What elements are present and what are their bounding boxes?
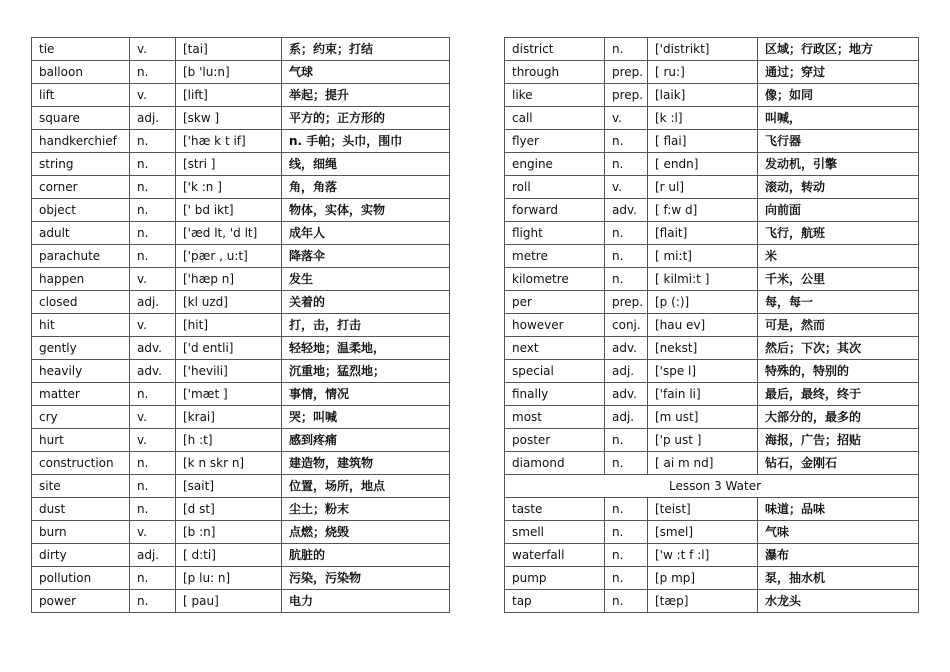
- vocab-row: [32, 590, 450, 613]
- vocab-row: [505, 130, 919, 153]
- meaning-cell: 区域；行政区；地方: [758, 38, 919, 61]
- meaning-cell: 平方的；正方形的: [282, 107, 450, 130]
- word-cell: flight: [505, 222, 605, 245]
- lesson-heading-row: [505, 475, 919, 498]
- meaning-cell: 飞行器: [758, 130, 919, 153]
- pos-cell: n.: [605, 521, 648, 544]
- meaning-cell: 事情，情况: [282, 383, 450, 406]
- meaning-cell: 每，每一: [758, 291, 919, 314]
- phonetic-cell: [r ul]: [648, 176, 758, 199]
- meaning-cell: 叫喊，: [758, 107, 919, 130]
- phonetic-cell: ['spe l]: [648, 360, 758, 383]
- word-cell: most: [505, 406, 605, 429]
- vocab-row: [505, 107, 919, 130]
- phonetic-cell: [teist]: [648, 498, 758, 521]
- pos-cell: n.: [605, 544, 648, 567]
- word-cell: construction: [32, 452, 130, 475]
- pos-cell: n.: [605, 38, 648, 61]
- word-cell: balloon: [32, 61, 130, 84]
- vocab-row: [505, 199, 919, 222]
- word-cell: hit: [32, 314, 130, 337]
- pos-cell: n.: [605, 222, 648, 245]
- meaning-cell: 滚动，转动: [758, 176, 919, 199]
- phonetic-cell: [p lu: n]: [176, 567, 282, 590]
- word-cell: lift: [32, 84, 130, 107]
- vocab-row: [505, 38, 919, 61]
- pos-cell: n.: [130, 590, 176, 613]
- word-cell: pump: [505, 567, 605, 590]
- meaning-cell: 发生: [282, 268, 450, 291]
- phonetic-cell: [laik]: [648, 84, 758, 107]
- meaning-cell: 哭；叫喊: [282, 406, 450, 429]
- phonetic-cell: [h :t]: [176, 429, 282, 452]
- word-cell: square: [32, 107, 130, 130]
- vocab-row: [505, 429, 919, 452]
- meaning-cell: 像；如同: [758, 84, 919, 107]
- vocab-row: [505, 291, 919, 314]
- pos-cell: n.: [130, 383, 176, 406]
- pos-cell: n.: [605, 130, 648, 153]
- vocab-row: [32, 544, 450, 567]
- pos-cell: v.: [130, 38, 176, 61]
- vocab-row: [32, 383, 450, 406]
- pos-cell: n.: [605, 268, 648, 291]
- phonetic-cell: [ f:w d]: [648, 199, 758, 222]
- pos-cell: n.: [130, 153, 176, 176]
- word-cell: object: [32, 199, 130, 222]
- meaning-cell: 千米，公里: [758, 268, 919, 291]
- vocab-row: [505, 590, 919, 613]
- meaning-cell: 钻石，金刚石: [758, 452, 919, 475]
- phonetic-cell: [stri ]: [176, 153, 282, 176]
- word-cell: handkerchief: [32, 130, 130, 153]
- vocabulary-table-left: [31, 37, 450, 613]
- phonetic-cell: [ pau]: [176, 590, 282, 613]
- pos-cell: adj.: [605, 406, 648, 429]
- word-cell: smell: [505, 521, 605, 544]
- pos-cell: v.: [130, 429, 176, 452]
- vocab-row: [505, 360, 919, 383]
- meaning-cell: 米: [758, 245, 919, 268]
- pos-cell: n.: [605, 567, 648, 590]
- phonetic-cell: [smel]: [648, 521, 758, 544]
- vocab-row: [32, 199, 450, 222]
- meaning-cell: 电力: [282, 590, 450, 613]
- word-cell: tap: [505, 590, 605, 613]
- word-cell: waterfall: [505, 544, 605, 567]
- vocab-row: [32, 153, 450, 176]
- vocab-row: [32, 107, 450, 130]
- pos-cell: adj.: [130, 107, 176, 130]
- meaning-cell: 发动机，引擎: [758, 153, 919, 176]
- phonetic-cell: [skw ]: [176, 107, 282, 130]
- meaning-cell: 最后，最终，终于: [758, 383, 919, 406]
- meaning-cell: 物体，实体，实物: [282, 199, 450, 222]
- phonetic-cell: [ d:ti]: [176, 544, 282, 567]
- meaning-cell: 肮脏的: [282, 544, 450, 567]
- word-cell: through: [505, 61, 605, 84]
- phonetic-cell: ['k :n ]: [176, 176, 282, 199]
- word-cell: per: [505, 291, 605, 314]
- word-cell: diamond: [505, 452, 605, 475]
- phonetic-cell: ['w :t f :l]: [648, 544, 758, 567]
- phonetic-cell: ['hevili]: [176, 360, 282, 383]
- vocab-row: [505, 268, 919, 291]
- vocab-row: [32, 521, 450, 544]
- meaning-cell: 位置，场所，地点: [282, 475, 450, 498]
- vocab-row: [505, 176, 919, 199]
- vocab-row: [32, 291, 450, 314]
- word-cell: burn: [32, 521, 130, 544]
- phonetic-cell: [ ru:]: [648, 61, 758, 84]
- phonetic-cell: [ kilmi:t ]: [648, 268, 758, 291]
- meaning-cell: 泵，抽水机: [758, 567, 919, 590]
- meaning-cell: 打，击，打击: [282, 314, 450, 337]
- phonetic-cell: [sait]: [176, 475, 282, 498]
- phonetic-cell: ['æd lt, 'd lt]: [176, 222, 282, 245]
- word-cell: hurt: [32, 429, 130, 452]
- pos-cell: n.: [130, 222, 176, 245]
- phonetic-cell: ['pær , u:t]: [176, 245, 282, 268]
- pos-cell: n.: [130, 567, 176, 590]
- vocab-row: [505, 544, 919, 567]
- word-cell: heavily: [32, 360, 130, 383]
- pos-cell: adj.: [130, 544, 176, 567]
- phonetic-cell: ['d entli]: [176, 337, 282, 360]
- pos-cell: adv.: [130, 337, 176, 360]
- meaning-cell: 降落伞: [282, 245, 450, 268]
- vocab-row: [505, 245, 919, 268]
- word-cell: cry: [32, 406, 130, 429]
- meaning-cell: 然后；下次；其次: [758, 337, 919, 360]
- vocab-row: [32, 475, 450, 498]
- word-cell: however: [505, 314, 605, 337]
- word-cell: closed: [32, 291, 130, 314]
- pos-cell: n.: [605, 452, 648, 475]
- meaning-cell: 海报，广告；招贴: [758, 429, 919, 452]
- meaning-cell: 大部分的，最多的: [758, 406, 919, 429]
- vocab-row: [32, 360, 450, 383]
- vocab-row: [505, 498, 919, 521]
- word-cell: taste: [505, 498, 605, 521]
- meaning-cell: 瀑布: [758, 544, 919, 567]
- meaning-cell: 飞行，航班: [758, 222, 919, 245]
- meaning-cell: 气球: [282, 61, 450, 84]
- word-cell: gently: [32, 337, 130, 360]
- meaning-cell: 建造物，建筑物: [282, 452, 450, 475]
- vocab-row: [32, 61, 450, 84]
- vocab-row: [32, 429, 450, 452]
- pos-cell: prep.: [605, 84, 648, 107]
- meaning-cell: 关着的: [282, 291, 450, 314]
- word-cell: matter: [32, 383, 130, 406]
- pos-cell: adj.: [130, 291, 176, 314]
- meaning-cell: 水龙头: [758, 590, 919, 613]
- word-cell: adult: [32, 222, 130, 245]
- vocab-row: [32, 567, 450, 590]
- meaning-cell: 尘土；粉末: [282, 498, 450, 521]
- meaning-cell: 向前面: [758, 199, 919, 222]
- pos-cell: prep.: [605, 61, 648, 84]
- phonetic-cell: [tæp]: [648, 590, 758, 613]
- word-cell: corner: [32, 176, 130, 199]
- vocab-row: [505, 567, 919, 590]
- phonetic-cell: [hau ev]: [648, 314, 758, 337]
- meaning-cell: 感到疼痛: [282, 429, 450, 452]
- pos-cell: adv.: [605, 337, 648, 360]
- pos-cell: n.: [605, 498, 648, 521]
- vocab-row: [32, 314, 450, 337]
- phonetic-cell: [ mi:t]: [648, 245, 758, 268]
- vocab-row: [32, 84, 450, 107]
- phonetic-cell: [hit]: [176, 314, 282, 337]
- pos-cell: adv.: [605, 383, 648, 406]
- meaning-cell: 成年人: [282, 222, 450, 245]
- phonetic-cell: ['fain li]: [648, 383, 758, 406]
- meaning-cell: 举起；提升: [282, 84, 450, 107]
- phonetic-cell: [flait]: [648, 222, 758, 245]
- word-cell: dirty: [32, 544, 130, 567]
- meaning-cell: n. 手帕；头巾，围巾: [282, 130, 450, 153]
- phonetic-cell: [kl uzd]: [176, 291, 282, 314]
- phonetic-cell: [tai]: [176, 38, 282, 61]
- vocab-row: [32, 452, 450, 475]
- meaning-cell: 系；约束；打结: [282, 38, 450, 61]
- phonetic-cell: ['distrikt]: [648, 38, 758, 61]
- meaning-cell: 味道；品味: [758, 498, 919, 521]
- word-cell: call: [505, 107, 605, 130]
- phonetic-cell: [b 'lu:n]: [176, 61, 282, 84]
- word-cell: kilometre: [505, 268, 605, 291]
- phonetic-cell: ['hæ k t if]: [176, 130, 282, 153]
- phonetic-cell: ['hæp n]: [176, 268, 282, 291]
- meaning-cell: 轻轻地；温柔地，: [282, 337, 450, 360]
- vocab-row: [505, 521, 919, 544]
- word-cell: like: [505, 84, 605, 107]
- pos-cell: n.: [605, 245, 648, 268]
- word-cell: happen: [32, 268, 130, 291]
- pos-cell: n.: [130, 498, 176, 521]
- vocab-row: [32, 498, 450, 521]
- phonetic-cell: [m ust]: [648, 406, 758, 429]
- phonetic-cell: [lift]: [176, 84, 282, 107]
- phonetic-cell: ['p ust ]: [648, 429, 758, 452]
- word-cell: engine: [505, 153, 605, 176]
- phonetic-cell: [d st]: [176, 498, 282, 521]
- meaning-cell: 通过；穿过: [758, 61, 919, 84]
- pos-cell: n.: [130, 245, 176, 268]
- word-cell: next: [505, 337, 605, 360]
- phonetic-cell: [ ai m nd]: [648, 452, 758, 475]
- vocab-row: [505, 337, 919, 360]
- word-cell: tie: [32, 38, 130, 61]
- phonetic-cell: [krai]: [176, 406, 282, 429]
- word-cell: finally: [505, 383, 605, 406]
- pos-cell: v.: [605, 107, 648, 130]
- meaning-cell: 角，角落: [282, 176, 450, 199]
- pos-cell: v.: [130, 268, 176, 291]
- meaning-cell: 可是，然而: [758, 314, 919, 337]
- pos-cell: n.: [605, 153, 648, 176]
- word-cell: flyer: [505, 130, 605, 153]
- phonetic-cell: [b :n]: [176, 521, 282, 544]
- word-cell: parachute: [32, 245, 130, 268]
- vocab-row: [505, 314, 919, 337]
- pos-cell: n.: [130, 61, 176, 84]
- phonetic-cell: [k :l]: [648, 107, 758, 130]
- pos-cell: adj.: [605, 360, 648, 383]
- vocab-row: [505, 153, 919, 176]
- pos-cell: adv.: [605, 199, 648, 222]
- meaning-cell: 沉重地；猛烈地；: [282, 360, 450, 383]
- phonetic-cell: [ flai]: [648, 130, 758, 153]
- vocabulary-table-right: [504, 37, 919, 613]
- phonetic-cell: ['mæt ]: [176, 383, 282, 406]
- word-cell: roll: [505, 176, 605, 199]
- pos-cell: n.: [130, 452, 176, 475]
- pos-cell: v.: [130, 406, 176, 429]
- pos-cell: v.: [130, 84, 176, 107]
- vocab-row: [505, 383, 919, 406]
- word-cell: site: [32, 475, 130, 498]
- vocab-row: [505, 406, 919, 429]
- phonetic-cell: [' bd ikt]: [176, 199, 282, 222]
- pos-cell: n.: [605, 590, 648, 613]
- pos-cell: v.: [605, 176, 648, 199]
- word-cell: string: [32, 153, 130, 176]
- vocab-row: [32, 268, 450, 291]
- phonetic-cell: [nekst]: [648, 337, 758, 360]
- phonetic-cell: [k n skr n]: [176, 452, 282, 475]
- meaning-cell: 线，细绳: [282, 153, 450, 176]
- pos-cell: prep.: [605, 291, 648, 314]
- pos-cell: adv.: [130, 360, 176, 383]
- word-cell: dust: [32, 498, 130, 521]
- vocab-row: [32, 245, 450, 268]
- pos-cell: n.: [605, 429, 648, 452]
- meaning-cell: 污染，污染物: [282, 567, 450, 590]
- pos-cell: conj.: [605, 314, 648, 337]
- vocab-row: [32, 406, 450, 429]
- meaning-cell: 气味: [758, 521, 919, 544]
- pos-cell: v.: [130, 521, 176, 544]
- vocab-row: [32, 176, 450, 199]
- word-cell: forward: [505, 199, 605, 222]
- vocab-row: [505, 452, 919, 475]
- word-cell: power: [32, 590, 130, 613]
- pos-cell: n.: [130, 176, 176, 199]
- word-cell: poster: [505, 429, 605, 452]
- word-cell: pollution: [32, 567, 130, 590]
- vocab-row: [32, 130, 450, 153]
- pos-cell: n.: [130, 199, 176, 222]
- vocab-row: [32, 222, 450, 245]
- pos-cell: v.: [130, 314, 176, 337]
- vocab-row: [505, 222, 919, 245]
- pos-cell: n.: [130, 130, 176, 153]
- phonetic-cell: [p mp]: [648, 567, 758, 590]
- word-cell: district: [505, 38, 605, 61]
- meaning-cell: 特殊的，特别的: [758, 360, 919, 383]
- pos-cell: n.: [130, 475, 176, 498]
- phonetic-cell: [p (:)]: [648, 291, 758, 314]
- word-cell: special: [505, 360, 605, 383]
- vocab-row: [505, 61, 919, 84]
- lesson-heading: Lesson 3 Water: [505, 475, 919, 498]
- vocab-row: [32, 38, 450, 61]
- vocab-row: [32, 337, 450, 360]
- phonetic-cell: [ endn]: [648, 153, 758, 176]
- vocab-row: [505, 84, 919, 107]
- word-cell: metre: [505, 245, 605, 268]
- meaning-cell: 点燃；烧毁: [282, 521, 450, 544]
